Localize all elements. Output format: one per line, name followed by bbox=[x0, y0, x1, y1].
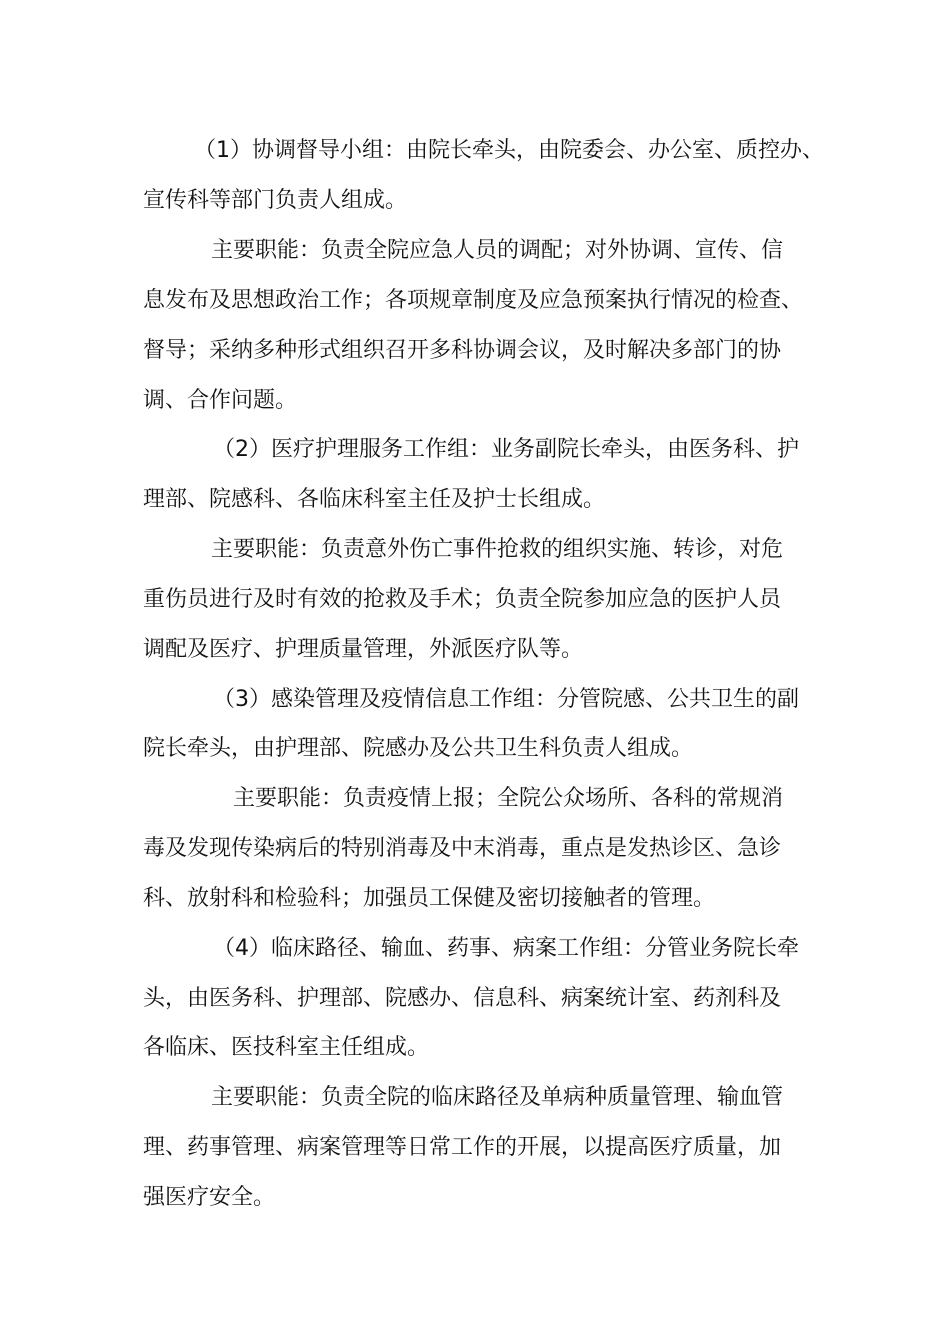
text-line: （3）感染管理及疫情信息工作组：分管院感、公共卫生的副 bbox=[213, 687, 799, 712]
text-line: 主要职能：负责疫情上报；全院公众场所、各科的常规消 bbox=[233, 786, 784, 811]
text-line: 宣传科等部门负责人组成。 bbox=[143, 188, 408, 213]
text-line: 息发布及思想政治工作；各项规章制度及应急预案执行情况的检查、 bbox=[143, 288, 804, 313]
text-line: 科、放射科和检验科；加强员工保健及密切接触者的管理。 bbox=[143, 886, 716, 911]
text-line: 主要职能：负责全院应急人员的调配；对外协调、宣传、信 bbox=[211, 238, 784, 263]
text-line: （1）协调督导小组：由院长牵头，由院委会、办公室、质控办、 bbox=[194, 138, 824, 163]
text-line: 头，由医务科、护理部、院感办、信息科、病案统计室、药剂科及 bbox=[143, 986, 782, 1011]
text-line: （4）临床路径、输血、药事、病案工作组：分管业务院长牵 bbox=[213, 936, 799, 961]
text-line: （2）医疗护理服务工作组：业务副院长牵头，由医务科、护 bbox=[213, 437, 799, 462]
text-line: 督导；采纳多种形式组织召开多科协调会议，及时解决多部门的协 bbox=[143, 338, 782, 363]
text-line: 毒及发现传染病后的特别消毒及中末消毒，重点是发热诊区、急诊 bbox=[143, 836, 782, 861]
text-line: 理部、院感科、各临床科室主任及护士长组成。 bbox=[143, 487, 606, 512]
text-line: 院长牵头，由护理部、院感办及公共卫生科负责人组成。 bbox=[143, 736, 694, 761]
text-line: 调配及医疗、护理质量管理，外派医疗队等。 bbox=[143, 637, 584, 662]
text-line: 主要职能：负责意外伤亡事件抢救的组织实施、转诊，对危 bbox=[211, 537, 784, 562]
text-line: 主要职能：负责全院的临床路径及单病种质量管理、输血管 bbox=[211, 1085, 784, 1110]
text-line: 各临床、医技科室主任组成。 bbox=[143, 1035, 430, 1060]
text-line: 强医疗安全。 bbox=[143, 1185, 276, 1210]
text-line: 理、药事管理、病案管理等日常工作的开展，以提高医疗质量，加 bbox=[143, 1135, 782, 1160]
text-line: 调、合作问题。 bbox=[143, 388, 298, 413]
text-line: 重伤员进行及时有效的抢救及手术；负责全院参加应急的医护人员 bbox=[143, 587, 782, 612]
